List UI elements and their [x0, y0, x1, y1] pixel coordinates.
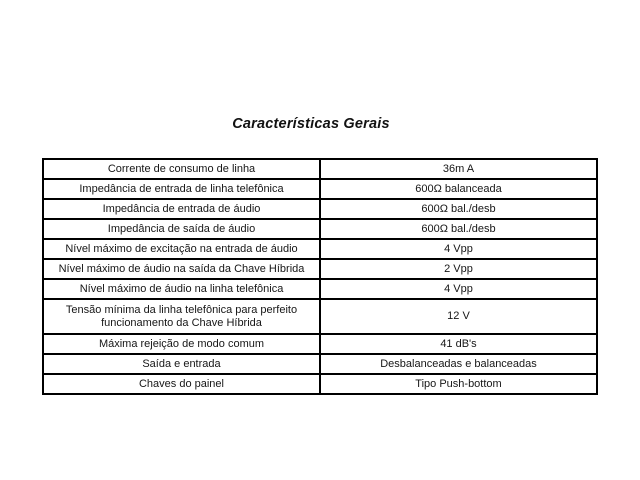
spec-value: 600Ω bal./desb: [320, 219, 597, 239]
spec-label: Chaves do painel: [43, 374, 320, 394]
table-row: [43, 199, 597, 219]
table-row: [43, 279, 597, 299]
table-row: [43, 259, 597, 279]
page-title: Características Gerais: [232, 116, 390, 132]
spec-value: Tipo Push-bottom: [320, 374, 597, 394]
spec-value: 600Ω balanceada: [320, 179, 597, 199]
spec-label: Tensão mínima da linha telefônica para perfeito funcionamento da Chave Híbrida: [43, 299, 320, 334]
table-row: [43, 334, 597, 354]
spec-value: Desbalanceadas e balanceadas: [320, 354, 597, 374]
spec-label: Nível máximo de excitação na entrada de áudio: [43, 239, 320, 259]
table-row: [43, 354, 597, 374]
table-row: [43, 374, 597, 394]
table-row: [43, 299, 597, 334]
spec-value: 36m A: [320, 159, 597, 179]
spec-value: 4 Vpp: [320, 279, 597, 299]
spec-label: Saída e entrada: [43, 354, 320, 374]
spec-value: 600Ω bal./desb: [320, 199, 597, 219]
spec-label: Corrente de consumo de linha: [43, 159, 320, 179]
spec-label: Nível máximo de áudio na linha telefônica: [43, 279, 320, 299]
table-row: [43, 219, 597, 239]
table-row: [43, 179, 597, 199]
spec-value: 4 Vpp: [320, 239, 597, 259]
spec-label: Impedância de entrada de áudio: [43, 199, 320, 219]
spec-value: 12 V: [320, 299, 597, 334]
spec-label: Máxima rejeição de modo comum: [43, 334, 320, 354]
spec-label: Nível máximo de áudio na saída da Chave Híbrida: [43, 259, 320, 279]
spec-value: 2 Vpp: [320, 259, 597, 279]
table-row: [43, 239, 597, 259]
spec-value: 41 dB's: [320, 334, 597, 354]
table-row: [43, 159, 597, 179]
spec-label: Impedância de saída de áudio: [43, 219, 320, 239]
specifications-table: [42, 158, 598, 395]
spec-label: Impedância de entrada de linha telefônica: [43, 179, 320, 199]
